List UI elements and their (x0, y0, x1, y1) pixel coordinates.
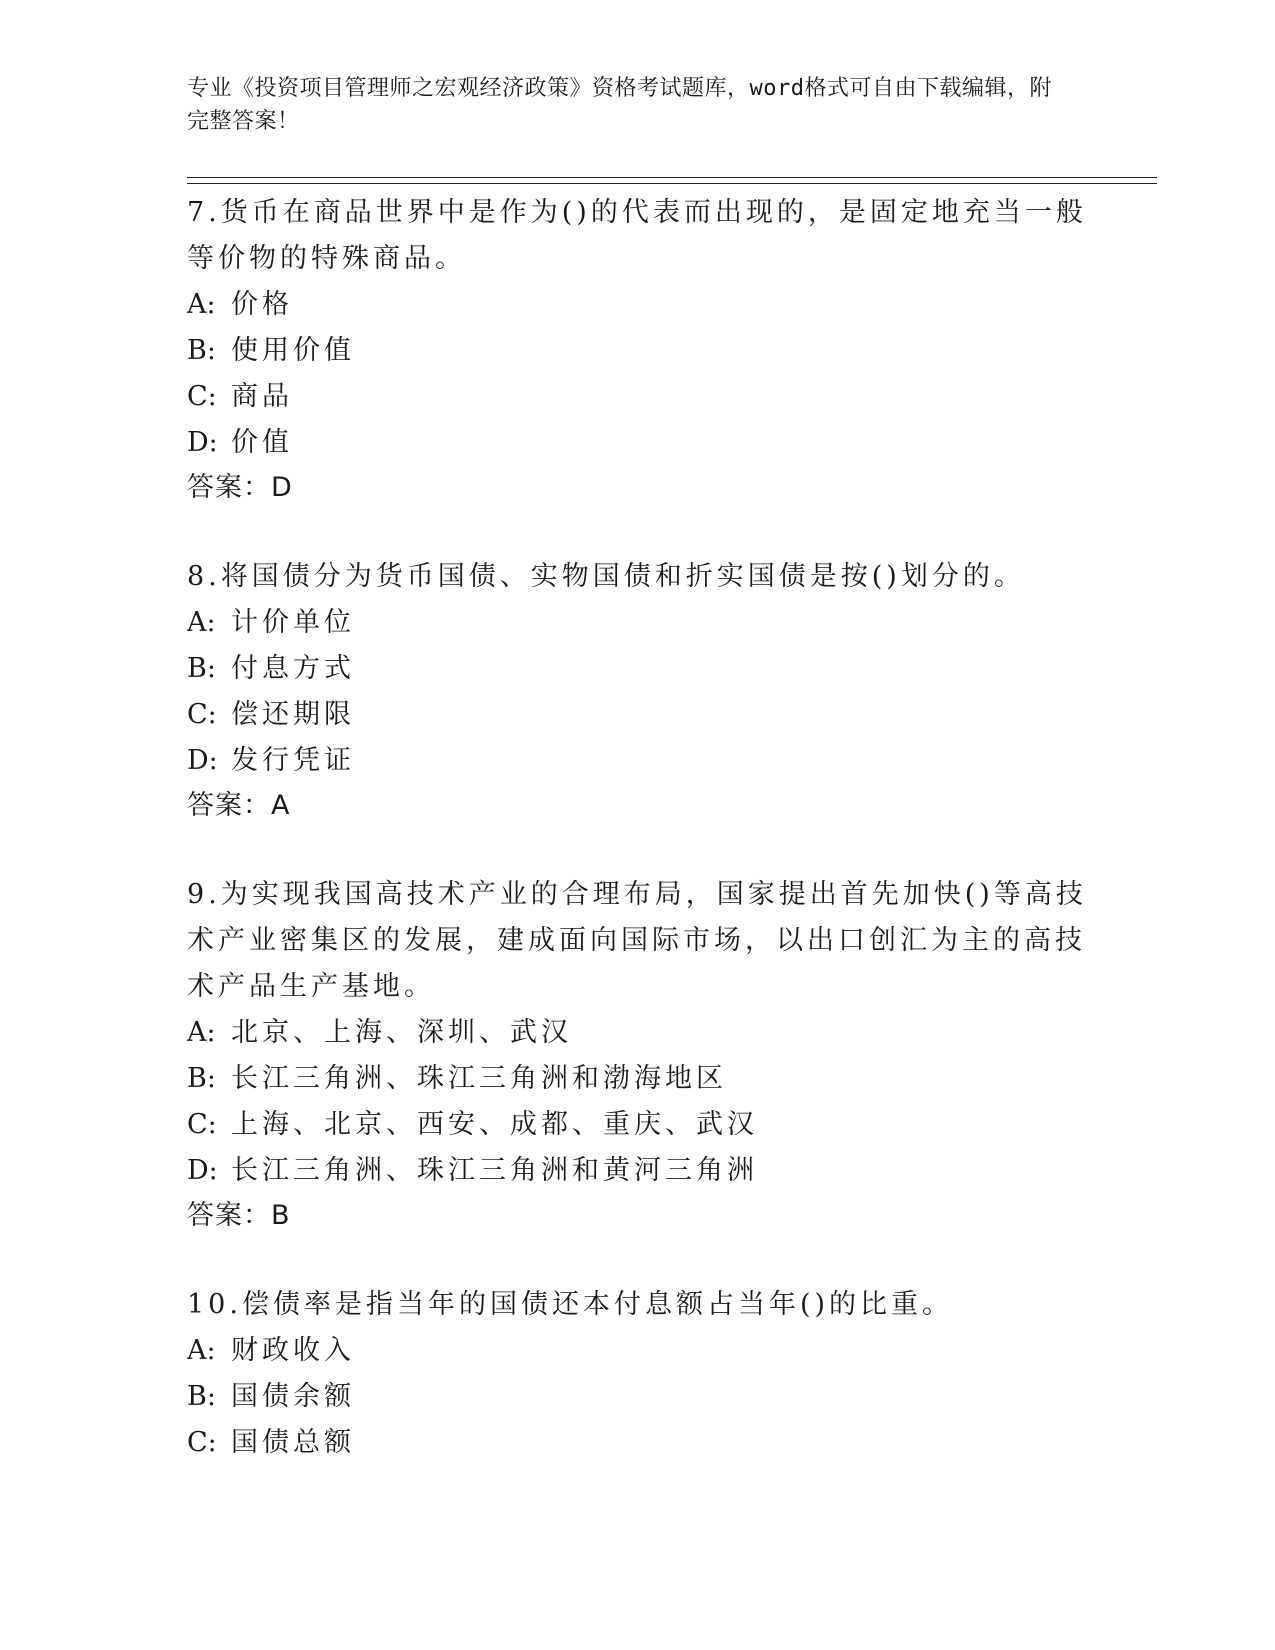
option-b (187, 646, 1087, 692)
option-text: 发行凭证 (231, 745, 355, 776)
option-a (187, 600, 1087, 646)
option-text: 价值 (231, 427, 293, 458)
option-a (187, 1328, 1087, 1374)
option-key: C: (187, 381, 217, 412)
question-text: 将国债分为货币国债、实物国债和折实国债是按()划分的。 (220, 561, 1025, 592)
answer: 答案：D (187, 472, 293, 503)
question-text: 偿债率是指当年的国债还本付息额占当年()的比重。 (241, 1289, 954, 1320)
option-b (187, 328, 1087, 374)
option-text: 长江三角洲、珠江三角洲和黄河三角洲 (231, 1155, 758, 1186)
option-d (187, 420, 1087, 466)
option-text: 国债总额 (231, 1427, 355, 1458)
header-divider-bottom (187, 183, 1157, 184)
question-number: 7. (187, 197, 221, 228)
option-c (187, 1420, 1087, 1466)
option-key: A: (187, 289, 216, 320)
question-8 (187, 554, 1087, 828)
option-key: B: (187, 1381, 216, 1412)
option-text: 偿还期限 (231, 699, 355, 730)
option-text: 长江三角洲、珠江三角洲和渤海地区 (231, 1063, 727, 1094)
answer: 答案：B (187, 1200, 291, 1231)
option-a (187, 282, 1087, 328)
question-number: 9. (187, 879, 221, 910)
option-c (187, 692, 1087, 738)
option-text: 北京、上海、深圳、武汉 (231, 1017, 572, 1048)
question-number: 8. (187, 561, 221, 592)
option-key: B: (187, 335, 216, 366)
question-7 (187, 190, 1087, 510)
option-key: B: (187, 1063, 216, 1094)
option-a (187, 1010, 1087, 1056)
option-text: 财政收入 (231, 1335, 355, 1366)
question-stem (187, 1282, 1087, 1328)
option-c (187, 374, 1087, 420)
question-text: 为实现我国高技术产业的合理布局，国家提出首先加快()等高技术产业密集区的发展，建成面向国际市场，以出口创汇为主的高技术产品生产基地。 (187, 879, 1087, 1002)
question-10 (187, 1282, 1087, 1466)
option-d (187, 1148, 1087, 1194)
option-key: A: (187, 1335, 216, 1366)
option-key: C: (187, 1109, 217, 1140)
option-key: C: (187, 699, 217, 730)
option-b (187, 1056, 1087, 1102)
option-key: A: (187, 1017, 216, 1048)
option-key: B: (187, 653, 216, 684)
question-9 (187, 872, 1087, 1238)
header-text: 专业《投资项目管理师之宏观经济政策》资格考试题库，word格式可自由下载编辑，附完整答案！ (187, 76, 1052, 134)
option-c (187, 1102, 1087, 1148)
answer: 答案：A (187, 790, 291, 821)
option-b (187, 1374, 1087, 1420)
question-number: 10. (187, 1289, 242, 1320)
option-key: A: (187, 607, 216, 638)
option-key: C: (187, 1427, 217, 1458)
document-header (187, 72, 1067, 138)
option-text: 计价单位 (231, 607, 355, 638)
question-stem (187, 190, 1087, 282)
question-stem (187, 554, 1087, 600)
option-text: 付息方式 (231, 653, 355, 684)
option-key: D: (187, 745, 218, 776)
option-key: D: (187, 427, 218, 458)
question-list (187, 190, 1087, 1510)
option-text: 上海、北京、西安、成都、重庆、武汉 (231, 1109, 758, 1140)
option-text: 商品 (231, 381, 293, 412)
option-key: D: (187, 1155, 218, 1186)
question-text: 货币在商品世界中是作为()的代表而出现的，是固定地充当一般等价物的特殊商品。 (187, 197, 1087, 274)
option-text: 国债余额 (231, 1381, 355, 1412)
option-text: 使用价值 (231, 335, 355, 366)
question-stem (187, 872, 1087, 1010)
option-text: 价格 (231, 289, 293, 320)
option-d (187, 738, 1087, 784)
header-divider-top (187, 177, 1157, 178)
